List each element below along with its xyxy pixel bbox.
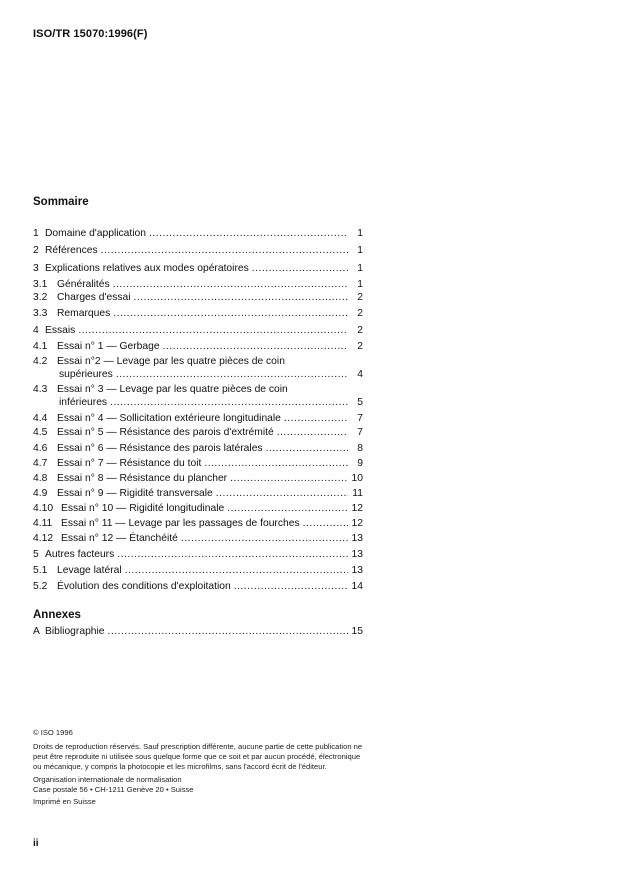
toc-entry-title: Essai n° 1 — Gerbage: [57, 341, 160, 352]
leader-dots: [227, 503, 348, 515]
toc-entry-page: 12: [351, 503, 363, 514]
leader-dots: [116, 369, 348, 381]
toc-entry[interactable]: [33, 473, 363, 485]
toc-entry-title: Essai n° 3 — Levage par les quatre pièces de coin: [57, 384, 288, 395]
toc-entry-number: 3.3: [33, 308, 48, 319]
leader-dots: [266, 443, 348, 455]
toc-entry[interactable]: [33, 488, 363, 500]
toc-entry-title-continued: supérieures: [59, 369, 113, 380]
toc-entry[interactable]: [33, 356, 363, 368]
copyright-notice: © ISO 1996: [33, 728, 73, 737]
leader-dots: [284, 413, 348, 425]
toc-entry[interactable]: [33, 565, 363, 577]
leader-dots: [163, 341, 348, 353]
toc-entry-page: 8: [357, 443, 363, 454]
toc-entry-page: 13: [351, 565, 363, 576]
toc-entry-title: Essai n° 5 — Résistance des parois d'extrémité: [57, 427, 274, 438]
toc-entry-number: 2: [33, 245, 39, 256]
toc-entry-number: A: [33, 626, 40, 637]
toc-entry-number: 5.1: [33, 565, 48, 576]
leader-dots: [277, 427, 348, 439]
leader-dots: [181, 533, 348, 545]
leader-dots: [117, 549, 348, 561]
toc-entry-title: Essai n° 11 — Levage par les passages de fourches: [61, 518, 300, 529]
toc-entry[interactable]: [33, 518, 363, 530]
toc-entry-title: Essai n° 10 — Rigidité longitudinale: [61, 503, 225, 514]
toc-entry[interactable]: [33, 308, 363, 320]
toc-entry[interactable]: [33, 245, 363, 257]
toc-entry-number: 4.12: [33, 533, 54, 544]
toc-entry[interactable]: [33, 263, 363, 275]
toc-entry-number: 4.6: [33, 443, 48, 454]
organisation-address: Case postale 56 • CH-1211 Genève 20 • Suisse: [33, 785, 194, 794]
toc-entry-number: 3: [33, 263, 39, 274]
toc-entry-number: 5.2: [33, 581, 48, 592]
toc-entry[interactable]: [33, 341, 363, 353]
toc-entry[interactable]: [33, 228, 363, 240]
toc-entry-page: 2: [357, 308, 363, 319]
toc-entry[interactable]: [33, 581, 363, 593]
rights-statement-line-2: peut être reproduite ni utilisée sous quelque forme que ce soit et par aucun procédé, électronique: [33, 752, 361, 761]
leader-dots: [113, 308, 348, 320]
toc-entry-page: 2: [357, 341, 363, 352]
toc-entry-title-continued: inférieures: [59, 397, 108, 408]
toc-entry-page: 11: [352, 488, 363, 499]
toc-entry-continuation[interactable]: [33, 397, 363, 409]
toc-entry-number: 4.10: [33, 503, 54, 514]
leader-dots: [303, 518, 348, 530]
toc-entry-title: Levage latéral: [57, 565, 122, 576]
toc-entry-title: Domaine d'application: [45, 228, 146, 239]
toc-entry-page: 7: [357, 427, 363, 438]
document-id: ISO/TR 15070:1996(F): [33, 28, 148, 40]
toc-entry[interactable]: [33, 427, 363, 439]
toc-entry[interactable]: [33, 443, 363, 455]
leader-dots: [230, 473, 348, 485]
leader-dots: [216, 488, 348, 500]
toc-entry-number: 4.2: [33, 356, 48, 367]
leader-dots: [234, 581, 348, 593]
toc-entry-title: Autres facteurs: [45, 549, 115, 560]
toc-entry-title: Références: [45, 245, 98, 256]
leader-dots: [108, 626, 348, 638]
toc-entry[interactable]: [33, 503, 363, 515]
leader-dots: [149, 228, 348, 240]
leader-dots: [101, 245, 348, 257]
annexes-heading: Annexes: [33, 609, 81, 621]
printed-in: Imprimé en Suisse: [33, 797, 96, 806]
rights-statement-line-1: Droits de reproduction réservés. Sauf prescription différente, aucune partie de cette publication ne: [33, 742, 363, 751]
toc-entry-number: 4.4: [33, 413, 48, 424]
toc-entry-number: 4: [33, 325, 39, 336]
toc-entry-page: 14: [351, 581, 363, 592]
toc-entry[interactable]: [33, 384, 363, 396]
toc-entry-page: 1: [357, 228, 363, 239]
toc-entry[interactable]: [33, 533, 363, 545]
toc-entry[interactable]: [33, 279, 363, 291]
page-number: ii: [33, 838, 39, 849]
toc-entry-page: 2: [357, 292, 363, 303]
rights-statement-line-3: ou mécanique, y compris la photocopie et les microfilms, sans l'accord écrit de l'éditeur.: [33, 762, 327, 771]
toc-entry-page: 13: [351, 533, 363, 544]
toc-entry[interactable]: [33, 292, 363, 304]
leader-dots: [110, 397, 348, 409]
toc-entry-title: Évolution des conditions d'exploitation: [57, 581, 231, 592]
toc-entry-page: 1: [357, 263, 363, 274]
toc-entry-number: 4.1: [33, 341, 48, 352]
toc-entry-page: 2: [357, 325, 363, 336]
toc-entry-title: Essai n°2 — Levage par les quatre pièces de coin: [57, 356, 285, 367]
toc-entry-number: 3.1: [33, 279, 48, 290]
toc-entry-number: 5: [33, 549, 39, 560]
toc-entry[interactable]: [33, 413, 363, 425]
toc-entry-number: 4.7: [33, 458, 48, 469]
sommaire-heading: Sommaire: [33, 196, 89, 208]
toc-entry-number: 1: [33, 228, 39, 239]
toc-entry-page: 4: [357, 369, 363, 380]
toc-entry-number: 4.9: [33, 488, 48, 499]
toc-entry-number: 4.5: [33, 427, 48, 438]
toc-entry-title: Essai n° 12 — Étanchéité: [61, 533, 178, 544]
leader-dots: [252, 263, 348, 275]
leader-dots: [204, 458, 348, 470]
toc-entry-title: Essai n° 8 — Résistance du plancher: [57, 473, 228, 484]
toc-entry-title: Remarques: [57, 308, 111, 319]
toc-entry-title: Essais: [45, 325, 76, 336]
leader-dots: [113, 279, 348, 291]
toc-entry-number: 4.11: [33, 518, 53, 529]
toc-entry-page: 13: [351, 549, 363, 560]
toc-entry-page: 15: [351, 626, 363, 637]
toc-entry-page: 1: [357, 245, 363, 256]
toc-entry-title: Généralités: [57, 279, 110, 290]
toc-entry[interactable]: [33, 458, 363, 470]
toc-entry-number: 4.3: [33, 384, 48, 395]
toc-entry-title: Essai n° 4 — Sollicitation extérieure longitudinale: [57, 413, 281, 424]
leader-dots: [125, 565, 348, 577]
leader-dots: [134, 292, 348, 304]
toc-entry-number: 4.8: [33, 473, 48, 484]
toc-entry-title: Charges d'essai: [57, 292, 131, 303]
toc-entry-page: 12: [351, 518, 363, 529]
toc-entry-page: 10: [351, 473, 363, 484]
toc-entry-title: Essai n° 6 — Résistance des parois latérales: [57, 443, 263, 454]
toc-entry-page: 5: [357, 397, 363, 408]
organisation-name: Organisation internationale de normalisation: [33, 775, 182, 784]
toc-entry-title: Explications relatives aux modes opératoires: [45, 263, 249, 274]
toc-entry-continuation[interactable]: [33, 369, 363, 381]
toc-entry-title: Bibliographie: [45, 626, 105, 637]
toc-entry-number: 3.2: [33, 292, 48, 303]
toc-entry-page: 7: [357, 413, 363, 424]
toc-entry-page: 1: [357, 279, 363, 290]
toc-entry[interactable]: [33, 626, 363, 638]
toc-entry-title: Essai n° 7 — Résistance du toit: [57, 458, 202, 469]
toc-entry[interactable]: [33, 325, 363, 337]
toc-entry-title: Essai n° 9 — Rigidité transversale: [57, 488, 213, 499]
toc-entry[interactable]: [33, 549, 363, 561]
leader-dots: [78, 325, 348, 337]
toc-entry-page: 9: [357, 458, 363, 469]
